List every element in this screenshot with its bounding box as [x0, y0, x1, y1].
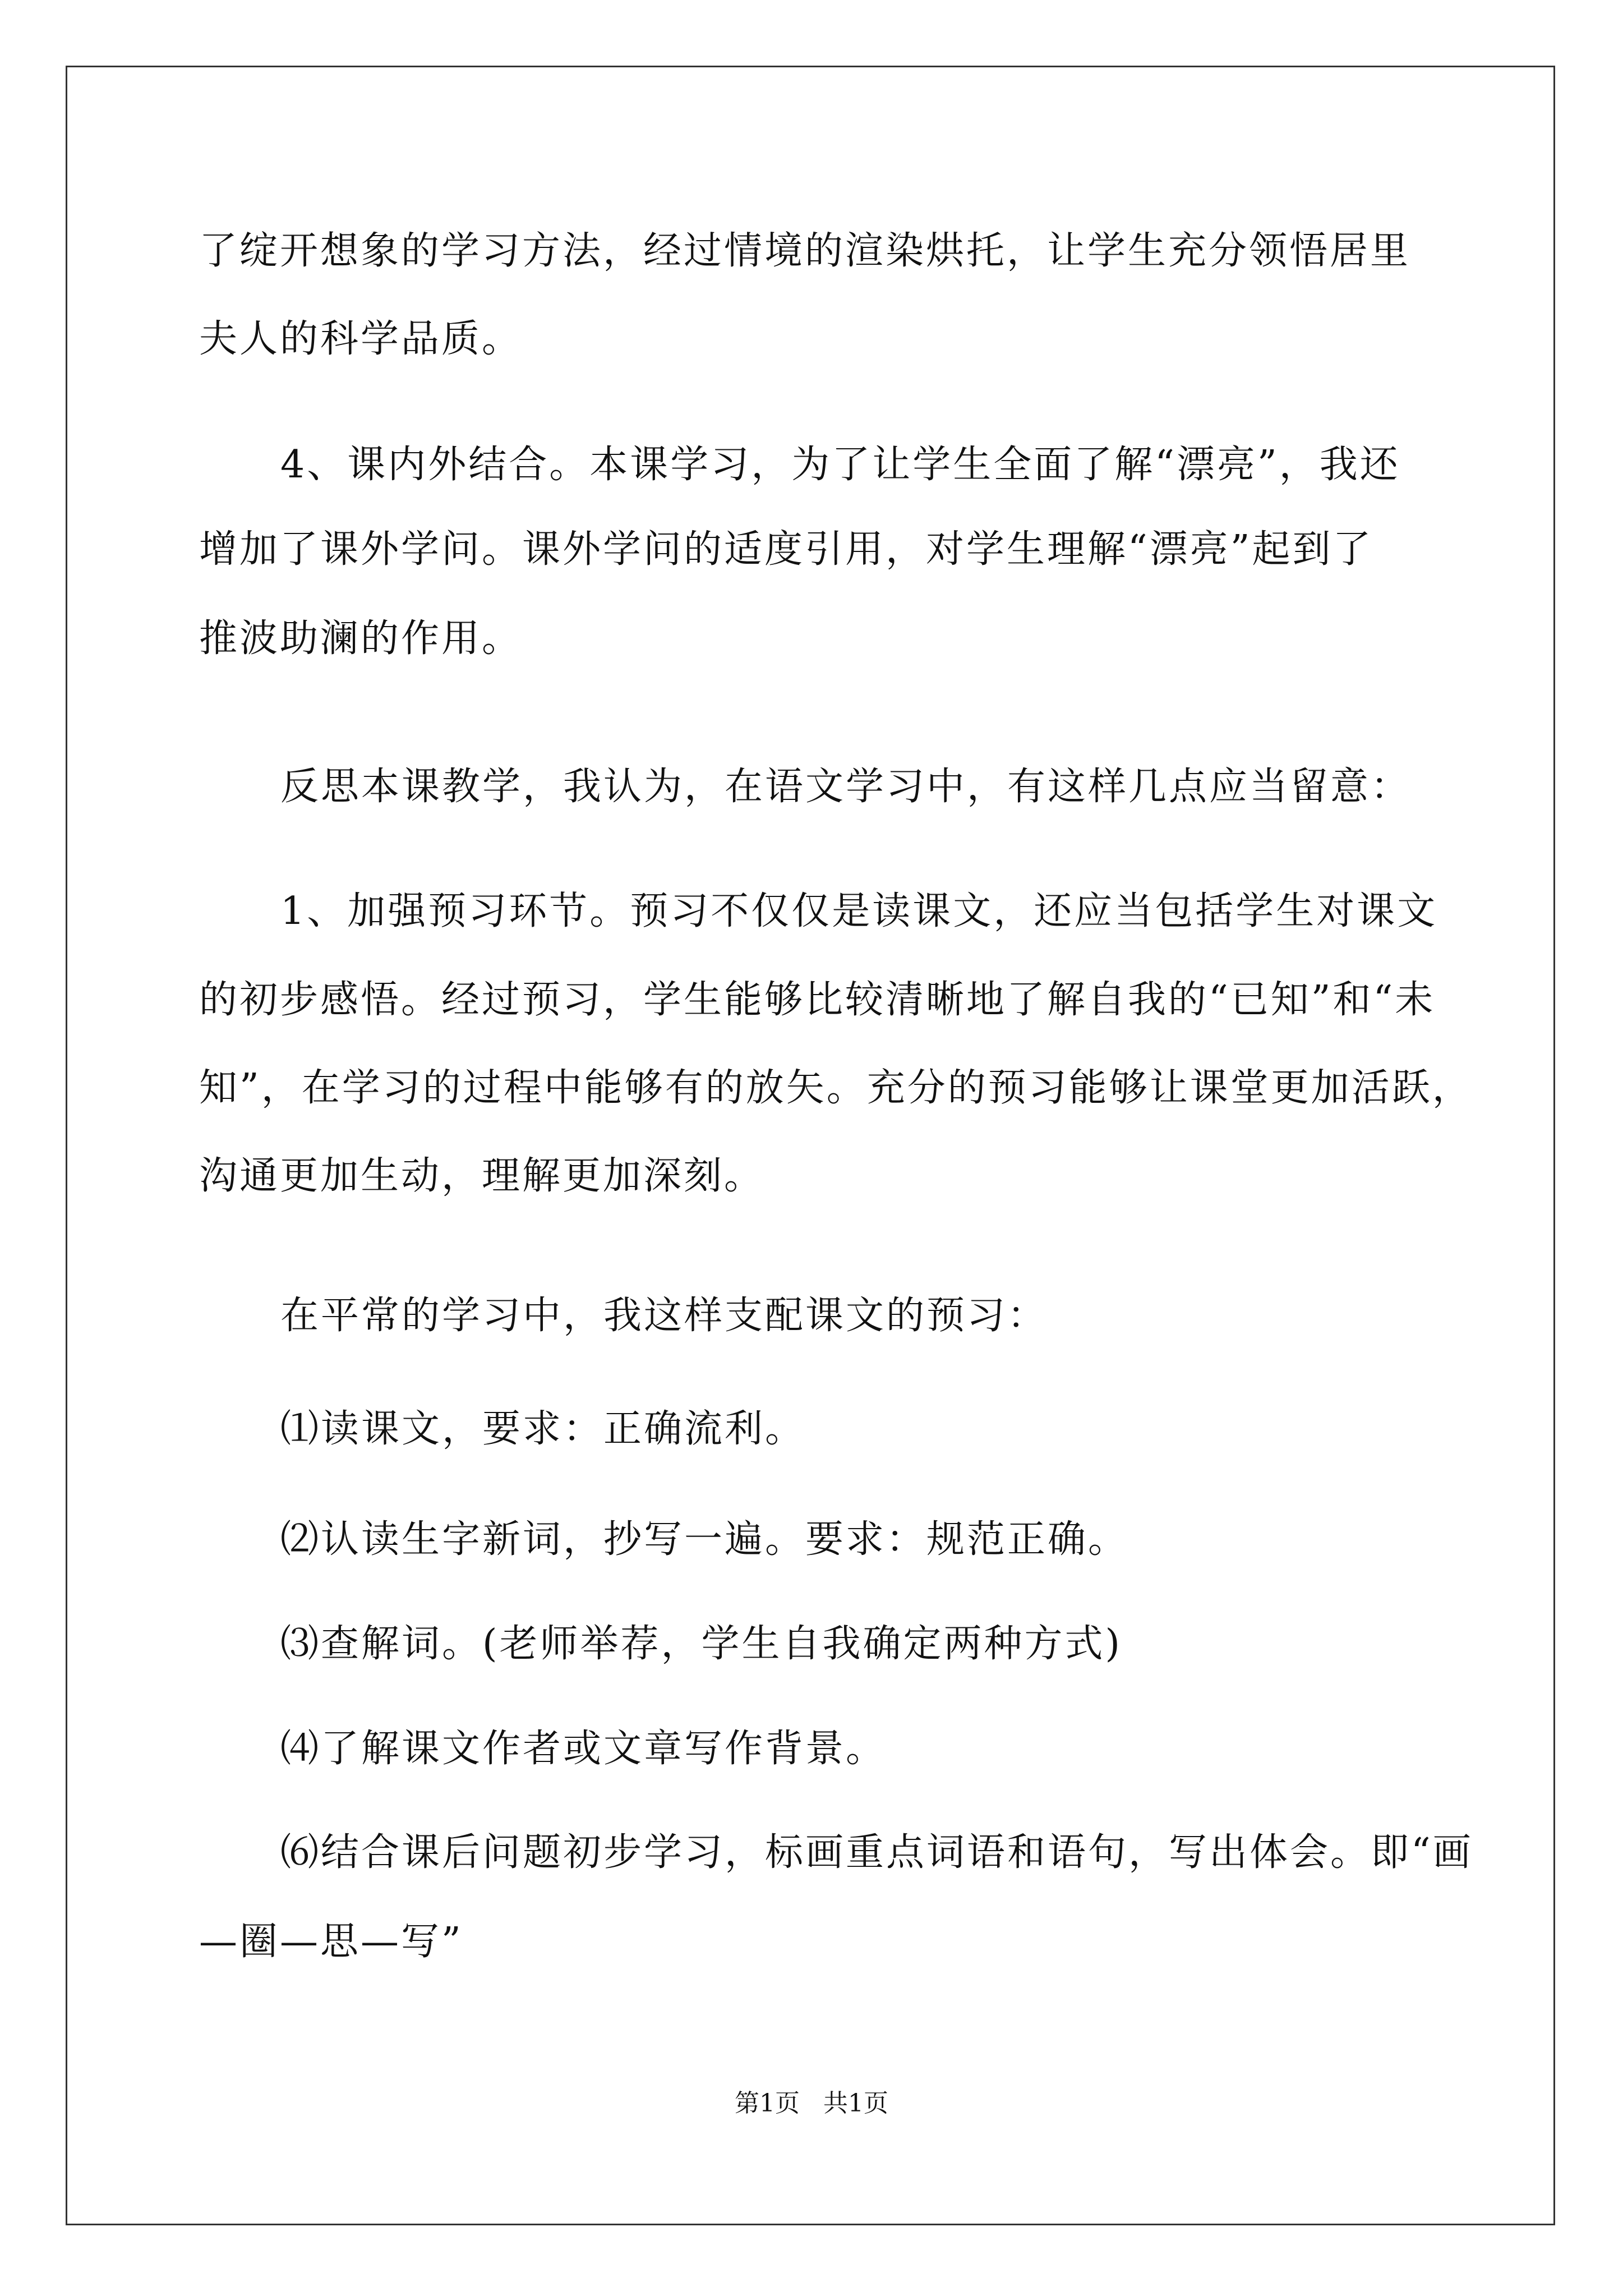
list-item-5-continued: —圈—思—写” — [199, 1920, 463, 1964]
list-item-1: ⑴读课文，要求：正确流利。 — [280, 1407, 806, 1451]
paragraph-line-7: 1、加强预习环节。预习不仅仅是读课文，还应当包括学生对课文 — [280, 889, 1438, 933]
paragraph-line-4: 增加了课外学问。课外学问的适度引用，对学生理解“漂亮”起到了 — [199, 527, 1373, 572]
paragraph-line-9: 知”，在学习的过程中能够有的放矢。充分的预习能够让课堂更加活跃， — [199, 1066, 1473, 1110]
paragraph-line-11: 在平常的学习中，我这样支配课文的预习： — [280, 1294, 1048, 1338]
list-item-2: ⑵认读生字新词，抄写一遍。要求：规范正确。 — [280, 1517, 1129, 1562]
page-footer: 第1页 共1页 — [735, 2089, 888, 2118]
paragraph-line-3: 4、课内外结合。本课学习，为了让学生全面了解“漂亮”，我还 — [280, 443, 1400, 487]
list-item-4: ⑷了解课文作者或文章写作背景。 — [280, 1727, 887, 1771]
page-border — [66, 66, 1555, 2225]
paragraph-line-10: 沟通更加生动，理解更加深刻。 — [199, 1154, 765, 1198]
paragraph-line-8: 的初步感悟。经过预习，学生能够比较清晰地了解自我的“已知”和“未 — [199, 978, 1436, 1022]
paragraph-line-2: 夫人的科学品质。 — [199, 317, 523, 361]
paragraph-line-6: 反思本课教学，我认为，在语文学习中，有这样几点应当留意： — [280, 765, 1412, 809]
paragraph-line-5: 推波助澜的作用。 — [199, 616, 523, 661]
paragraph-line-1: 了绽开想象的学习方法，经过情境的渲染烘托，让学生充分领悟居里 — [199, 229, 1411, 273]
list-item-3: ⑶查解词。(老师举荐，学生自我确定两种方式) — [280, 1622, 1123, 1666]
list-item-5: ⑹结合课后问题初步学习，标画重点词语和语句，写出体会。即“画 — [280, 1830, 1473, 1875]
